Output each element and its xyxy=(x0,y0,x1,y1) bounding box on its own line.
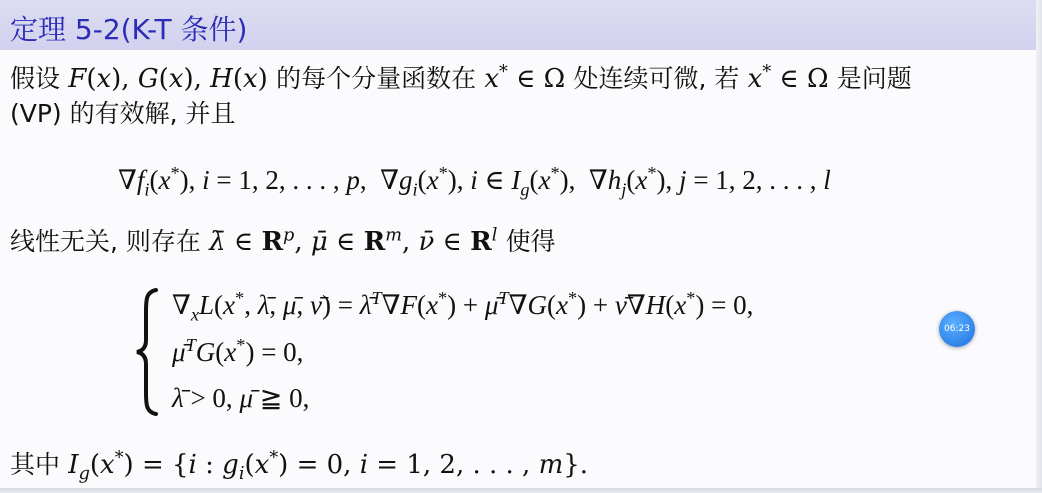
frame-shadow-bottom xyxy=(0,488,1042,493)
left-brace-icon xyxy=(134,288,160,416)
text-segment: 是问题 xyxy=(836,64,912,93)
text-segment: 使得 xyxy=(505,227,556,256)
paragraph-efficient-solution: (VP) 的有效解, 并且 xyxy=(10,99,236,128)
text-segment: 假设 xyxy=(10,64,61,93)
text-segment: 其中 xyxy=(10,450,61,479)
paragraph-hypothesis xyxy=(10,62,912,94)
frame-shadow-right xyxy=(1036,0,1042,493)
text-segment: 线性无关, 则存在 xyxy=(10,227,201,256)
paragraph-linear-independence xyxy=(10,225,556,257)
math-xstar-in-omega: x* ∈ Ω xyxy=(747,62,829,94)
math-functions: F(x), G(x), H(x) xyxy=(68,64,268,94)
title-bar xyxy=(0,0,1042,50)
text-segment: 的每个分量函数在 xyxy=(276,64,477,93)
math-multipliers: λ̄ ∈ $R^p$, μ̄ ∈ $R^m$, ν̄ ∈ $R^l$ xyxy=(209,225,498,257)
math-xstar-in-omega: x* ∈ Ω xyxy=(484,62,566,94)
paragraph-index-set xyxy=(10,448,589,485)
timer-badge[interactable]: 06:23 xyxy=(939,311,975,347)
text-segment: 处连续可微, 若 xyxy=(573,64,740,93)
system-line-2: μ̄$^T$G(x*) = 0, xyxy=(172,335,304,367)
math-index-set: $I_g(x^*) = \{i$ : $g_i(x^*) = 0$, i = 1, 2, . . . , m}. xyxy=(68,448,589,485)
system-line-3: λ̄ > 0, μ̄ ≧ 0, xyxy=(172,383,310,413)
equation-gradients: $\nabla f_i(x^*)$, i = 1, 2, . . . , p, $\nabla g_i(x^*)$, i ∈ $I_g(x^*)$, $\nabla h_j(x^*)$, j = 1, 2, . . . , l xyxy=(118,163,831,200)
system-line-1: $\nabla_xL(x^*$, λ̄, μ̄, ν̄) = λ̄$^T$∇F(x*) + μ̄$^T$∇G(x*) + ν̄∇H(x*) = 0, xyxy=(172,288,754,325)
page-title: 定理 5-2(K-T 条件) xyxy=(10,13,248,46)
